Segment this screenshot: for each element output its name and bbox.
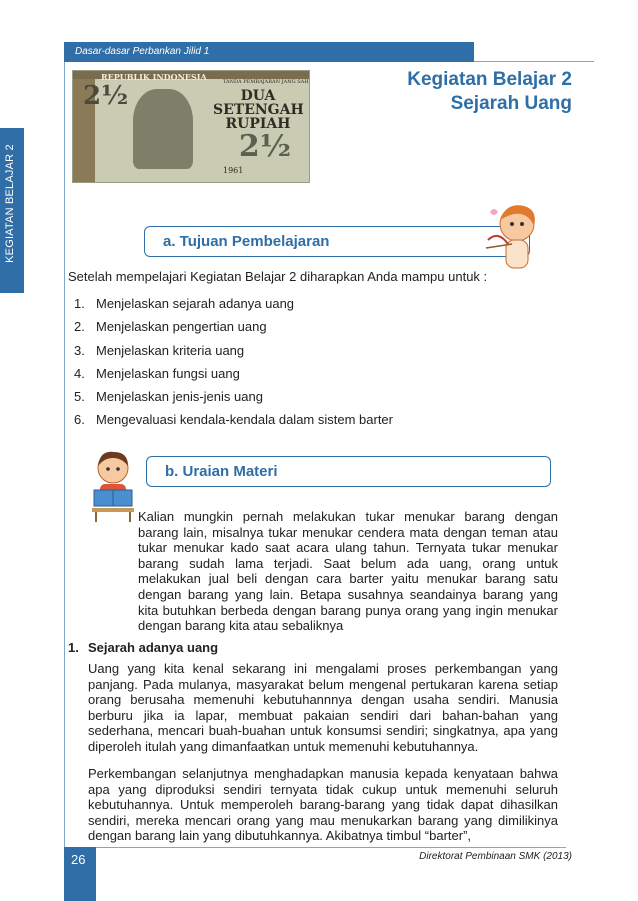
subsection-heading — [68, 640, 218, 655]
page-number: 26 — [71, 852, 86, 867]
list-item: 6. Mengevaluasi kendala-kendala dalam sistem barter — [74, 412, 393, 428]
objectives-intro: Setelah mempelajari Kegiatan Belajar 2 diharapkan Anda mampu untuk : — [68, 269, 488, 284]
list-item: 1. Menjelaskan sejarah adanya uang — [74, 296, 295, 311]
side-chapter-label: KEGIATAN BELAJAR 2 — [4, 144, 16, 263]
banknote-year: 1961 — [223, 166, 244, 175]
banknote-image — [72, 70, 310, 183]
list-item: 4. Menjelaskan fungsi uang — [74, 365, 240, 381]
reading-child-illustration — [84, 448, 142, 524]
banknote-figure — [133, 89, 193, 169]
margin-rule — [64, 42, 65, 892]
section-heading-uraian — [146, 456, 551, 487]
list-item: 2. Menjelaskan pengertian uang — [74, 319, 267, 335]
list-item: 3. Menjelaskan kriteria uang — [74, 342, 245, 358]
subsection-title: Sejarah adanya uang — [88, 640, 219, 655]
activity-title — [407, 68, 572, 116]
uraian-paragraph: Kalian mungkin pernah melakukan tukar menukar barang dengan barang lain, misalnya tukar menukar cendera mata dengan teman atau tukar menukar kado saat acara ulang tahun. Ternyata tukar menukar barang sudah lama terjadi. Saat belum ada uang, orang untuk melakukan jual beli dengan cara barter yaitu menukar barang satu dengan barang yang lain. Betapa susahnya seandainya barang yang kita butuhkan berbeda dengan barang punya orang yang ingin menukar dengan barang kita atau sebaliknya — [138, 509, 558, 634]
activity-title-line2: Sejarah Uang — [450, 93, 572, 114]
book-title: Dasar-dasar Perbankan Jilid 1 — [75, 46, 210, 57]
header-rule — [474, 61, 594, 62]
banknote-denomination: DUA SETENGAH RUPIAH — [213, 88, 304, 132]
list-item: 5. Menjelaskan jenis-jenis uang — [74, 389, 263, 405]
page-number-tab — [64, 847, 96, 901]
activity-title-line1: Kegiatan Belajar 2 — [407, 69, 572, 90]
body-paragraph-2: Perkembangan selanjutnya menghadapkan manusia kepada kenyataan bahwa apa yang diproduksi sendiri ternyata tidak cukup untuk memenuhi seluruh kebutuhannya. Untuk memperoleh barang-barang yang tidak dapat dihasilkan sendiri, mereka mencari orang yang mau menukarkan barang yang dimilikinya dengan barang lain yang dibutuhkannya. Akibatnya timbul “barter”, — [88, 766, 558, 844]
section-heading-tujuan-label: a. Tujuan Pembelajaran — [163, 233, 330, 250]
side-chapter-tab — [0, 128, 24, 293]
body-paragraph-1: Uang yang kita kenal sekarang ini mengalami proses perkembangan yang panjang. Pada mulanya, masyarakat belum mengenal pertukaran karena setiap orang berusaha memenuhi kebutuhannnya dengan usaha sendiri. Manusia berburu jika ia lapar, membuat pakaian sendiri dari bahan-bahan yang sederhana, mencari buah-buahan untuk konsumsi sendiri; singkatnya, apa yang diperoleh itulah yang dimanfaatkan untuk memenuhi kebutuhannya. — [88, 661, 558, 754]
footer-rule — [96, 847, 566, 848]
running-header — [64, 42, 474, 62]
objectives-list — [74, 296, 393, 436]
subsection-number: 1. — [68, 640, 79, 655]
footer-publisher: Direktorat Pembinaan SMK (2013) — [419, 851, 572, 862]
banknote-country: REPUBLIK INDONESIA — [101, 72, 207, 82]
banknote-fraction-large: 2½ — [238, 129, 291, 164]
section-heading-uraian-label: b. Uraian Materi — [165, 463, 278, 480]
cupid-illustration — [484, 200, 544, 280]
section-heading-tujuan — [144, 226, 530, 257]
banknote-fraction: 2½ — [83, 81, 129, 111]
banknote-caption: TANDA PEMBAJARAN JANG SAH — [223, 79, 309, 85]
